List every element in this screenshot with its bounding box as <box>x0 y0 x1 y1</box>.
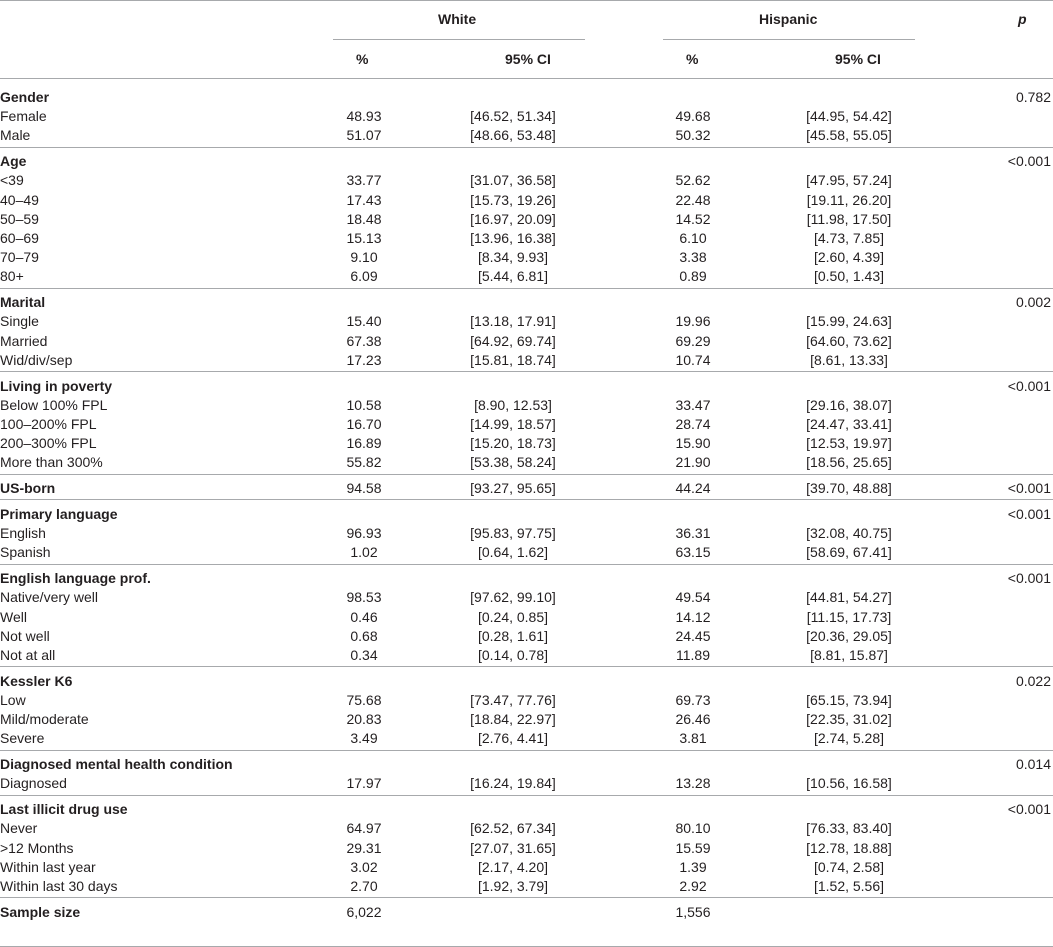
row-label: More than 300% <box>0 454 103 471</box>
section-title: Diagnosed mental health condition <box>0 756 233 773</box>
hispanic-percent: 15.59 <box>675 839 711 856</box>
row-label: Below 100% FPL <box>0 396 108 413</box>
white-percent: 0.34 <box>350 647 378 663</box>
white-ci: [73.47, 77.76] <box>470 692 556 708</box>
hispanic-ci: [12.78, 18.88] <box>806 839 892 856</box>
white-percent: 16.70 <box>346 416 382 432</box>
p-value: 0.014 <box>1015 756 1051 773</box>
white-percent: 9.10 <box>350 249 378 266</box>
table-row <box>0 608 1053 627</box>
white-ci: [0.14, 0.78] <box>477 647 549 663</box>
hispanic-ci: [0.74, 2.58] <box>813 858 885 875</box>
row-label: Well <box>0 608 27 625</box>
hispanic-percent: 69.73 <box>675 692 711 708</box>
white-ci: [95.83, 97.75] <box>470 525 556 542</box>
white-percent: 3.49 <box>350 730 378 747</box>
p-value: <0.001 <box>1007 377 1051 394</box>
table-row <box>0 126 1053 145</box>
hispanic-ci: [8.81, 15.87] <box>810 647 888 663</box>
row-label: 200–300% FPL <box>0 435 97 452</box>
hispanic-percent: 11.89 <box>676 647 710 663</box>
white-percent: 33.77 <box>346 172 382 189</box>
row-label: Not well <box>0 627 50 644</box>
section-divider <box>0 666 1053 667</box>
table-row <box>0 543 1053 562</box>
hispanic-percent: 6.10 <box>679 230 707 246</box>
row-label: Native/very well <box>0 589 99 606</box>
p-value: <0.001 <box>1007 506 1051 522</box>
hispanic-ci: [76.33, 83.40] <box>806 820 892 837</box>
row-label: Female <box>0 108 47 125</box>
hispanic-percent: 2.92 <box>679 878 707 894</box>
hispanic-percent: 52.62 <box>675 172 711 189</box>
hispanic-ci: [20.36, 29.05] <box>806 627 892 644</box>
white-ci: [97.62, 99.10] <box>470 589 556 606</box>
hispanic-pct-header: % <box>686 51 699 67</box>
white-percent: 20.83 <box>346 711 382 728</box>
row-label: Single <box>0 313 39 330</box>
white-ci: [8.90, 12.53] <box>474 396 552 413</box>
white-ci: [16.97, 20.09] <box>470 210 556 227</box>
p-value: <0.001 <box>1007 153 1051 170</box>
hispanic-percent: 26.46 <box>675 711 711 728</box>
row-label: 50–59 <box>0 210 39 227</box>
table-row <box>0 171 1053 190</box>
hispanic-percent: 69.29 <box>675 332 711 349</box>
white-ci: [62.52, 67.34] <box>470 820 556 837</box>
section-title: Marital <box>0 294 46 311</box>
white-ci: [53.38, 58.24] <box>470 454 556 471</box>
white-percent: 18.48 <box>346 210 382 227</box>
hispanic-percent: 28.74 <box>675 416 711 432</box>
hispanic-percent: 63.15 <box>675 544 711 561</box>
hispanic-ci: [11.98, 17.50] <box>806 210 892 227</box>
white-ci: [0.64, 1.62] <box>477 544 549 561</box>
section-title: Last illicit drug use <box>0 801 128 818</box>
hispanic-percent: 80.10 <box>675 820 711 837</box>
hispanic-percent: 15.90 <box>675 435 711 452</box>
hispanic-ci: [44.81, 54.27] <box>806 589 892 606</box>
white-ci: [18.84, 22.97] <box>470 711 556 728</box>
table-row <box>0 434 1053 453</box>
hispanic-percent: 33.47 <box>675 396 711 413</box>
section-header-row <box>0 903 1053 922</box>
hispanic-ci: [10.56, 16.58] <box>806 775 892 792</box>
white-ci: [2.17, 4.20] <box>477 858 549 875</box>
hispanic-ci: [0.50, 1.43] <box>813 268 885 285</box>
table-row <box>0 210 1053 229</box>
white-percent: 0.68 <box>350 627 378 644</box>
p-value: <0.001 <box>1007 570 1051 587</box>
hispanic-ci: [2.74, 5.28] <box>813 730 885 747</box>
white-ci: [31.07, 36.58] <box>470 172 556 189</box>
white-ci: [48.66, 53.48] <box>470 127 556 144</box>
row-label: Spanish <box>0 544 51 561</box>
section-header-row <box>0 505 1053 524</box>
hispanic-percent: 19.96 <box>675 313 711 330</box>
section-divider <box>0 795 1053 796</box>
white-percent: 17.43 <box>346 191 382 208</box>
hispanic-ci: [2.60, 4.39] <box>813 249 885 266</box>
hispanic-ci: [24.47, 33.41] <box>806 416 892 432</box>
hispanic-ci: [39.70, 48.88] <box>806 480 892 497</box>
hispanic-percent: 0.89 <box>679 268 707 285</box>
row-label: <39 <box>0 172 24 189</box>
hispanic-ci: [29.16, 38.07] <box>806 396 892 413</box>
white-percent: 6.09 <box>350 268 378 285</box>
white-ci: [0.28, 1.61] <box>477 627 549 644</box>
hispanic-ci: [44.95, 54.42] <box>806 108 892 125</box>
p-header: p <box>1018 11 1027 27</box>
row-label: >12 Months <box>0 839 74 856</box>
section-divider <box>0 371 1053 372</box>
white-percent: 94.58 <box>346 480 382 497</box>
hispanic-header: Hispanic <box>759 11 818 27</box>
table-row <box>0 710 1053 729</box>
white-ci: [93.27, 95.65] <box>470 480 556 497</box>
section-divider <box>0 474 1053 475</box>
white-ci: [8.34, 9.93] <box>477 249 549 266</box>
white-ci: [13.96, 16.38] <box>470 230 556 246</box>
white-ci: [15.81, 18.74] <box>470 351 556 368</box>
white-ci: [0.24, 0.85] <box>477 608 549 625</box>
row-label: 70–79 <box>0 249 39 266</box>
row-label: Never <box>0 820 38 837</box>
section-header-row <box>0 377 1053 396</box>
white-percent: 75.68 <box>346 692 382 708</box>
white-percent: 6,022 <box>346 903 382 920</box>
hispanic-ci: [47.95, 57.24] <box>806 172 892 189</box>
section-divider <box>0 147 1053 148</box>
white-ci: [2.76, 4.41] <box>477 730 549 747</box>
hispanic-ci: [65.15, 73.94] <box>806 692 892 708</box>
hispanic-ci: [1.52, 5.56] <box>813 878 885 894</box>
section-header-row <box>0 569 1053 588</box>
white-percent: 51.07 <box>346 127 382 144</box>
hispanic-percent: 49.54 <box>675 589 711 606</box>
white-subrule <box>333 39 585 40</box>
table-row <box>0 646 1053 665</box>
table-row <box>0 267 1053 286</box>
row-label: Within last year <box>0 858 96 875</box>
table-row <box>0 312 1053 331</box>
hispanic-percent: 1.39 <box>679 858 707 875</box>
white-percent: 67.38 <box>346 332 382 349</box>
table-row <box>0 627 1053 646</box>
section-header-row <box>0 293 1053 312</box>
white-ci: [14.99, 18.57] <box>470 416 556 432</box>
white-pct-header: % <box>356 51 369 67</box>
hispanic-percent: 50.32 <box>675 127 711 144</box>
white-ci: [27.07, 31.65] <box>470 839 556 856</box>
white-percent: 98.53 <box>346 589 382 606</box>
section-title: Kessler K6 <box>0 672 73 689</box>
table-row <box>0 524 1053 543</box>
table-row <box>0 839 1053 858</box>
white-header: White <box>438 11 477 27</box>
p-value: 0.002 <box>1015 294 1051 311</box>
white-ci: [1.92, 3.79] <box>477 878 549 894</box>
row-label: Not at all <box>0 647 56 663</box>
table-row <box>0 396 1053 415</box>
white-percent: 48.93 <box>346 108 382 125</box>
section-header-row <box>0 800 1053 819</box>
table-row <box>0 819 1053 838</box>
row-label: 100–200% FPL <box>0 416 97 432</box>
row-label: Severe <box>0 730 45 747</box>
row-label: 80+ <box>0 268 24 285</box>
hispanic-ci: [4.73, 7.85] <box>813 230 885 246</box>
white-percent: 0.46 <box>350 608 378 625</box>
table-row <box>0 229 1053 248</box>
hispanic-ci: [19.11, 26.20] <box>806 191 892 208</box>
section-title: US-born <box>0 480 56 497</box>
table-row <box>0 191 1053 210</box>
table-row <box>0 351 1053 370</box>
section-divider <box>0 564 1053 565</box>
hispanic-percent: 14.52 <box>675 210 711 227</box>
white-ci: [16.24, 19.84] <box>470 775 556 792</box>
row-label: Wid/div/sep <box>0 351 73 368</box>
hispanic-ci: [11.15, 17.73] <box>806 608 892 625</box>
table-row <box>0 248 1053 267</box>
hispanic-subrule <box>663 39 915 40</box>
row-label: Married <box>0 332 48 349</box>
section-header-row <box>0 152 1053 171</box>
hispanic-percent: 21.90 <box>675 454 711 471</box>
white-ci-header: 95% CI <box>505 51 551 67</box>
white-percent: 55.82 <box>346 454 382 471</box>
white-percent: 15.13 <box>346 230 382 246</box>
hispanic-percent: 14.12 <box>675 608 711 625</box>
hispanic-ci: [18.56, 25.65] <box>806 454 892 471</box>
row-label: Male <box>0 127 31 144</box>
header-bottom-rule <box>0 78 1053 79</box>
section-title: English language prof. <box>0 570 151 587</box>
row-label: Low <box>0 692 26 708</box>
section-title: Living in poverty <box>0 377 113 394</box>
row-label: 60–69 <box>0 230 39 246</box>
table-row <box>0 691 1053 710</box>
section-title: Primary language <box>0 506 118 522</box>
hispanic-ci: [15.99, 24.63] <box>806 313 892 330</box>
section-title: Sample size <box>0 903 81 920</box>
section-header-row <box>0 88 1053 107</box>
top-rule <box>0 0 1053 1</box>
white-percent: 29.31 <box>346 839 382 856</box>
hispanic-ci: [22.35, 31.02] <box>806 711 892 728</box>
hispanic-percent: 3.81 <box>679 730 707 747</box>
white-percent: 17.97 <box>346 775 382 792</box>
section-divider <box>0 288 1053 289</box>
white-ci: [15.20, 18.73] <box>470 435 556 452</box>
white-percent: 1.02 <box>350 544 378 561</box>
table-row <box>0 107 1053 126</box>
section-header-row <box>0 755 1053 774</box>
hispanic-percent: 13.28 <box>675 775 711 792</box>
white-percent: 16.89 <box>346 435 382 452</box>
hispanic-percent: 3.38 <box>679 249 707 266</box>
white-ci: [13.18, 17.91] <box>470 313 556 330</box>
hispanic-percent: 24.45 <box>675 627 711 644</box>
table-row <box>0 877 1053 896</box>
white-percent: 2.70 <box>350 878 378 894</box>
section-header-row <box>0 479 1053 498</box>
row-label: English <box>0 525 46 542</box>
row-label: 40–49 <box>0 191 39 208</box>
hispanic-percent: 10.74 <box>675 351 711 368</box>
section-title: Gender <box>0 89 50 105</box>
hispanic-percent: 1,556 <box>675 903 711 920</box>
section-header-row <box>0 672 1053 691</box>
white-percent: 96.93 <box>346 525 382 542</box>
white-percent: 64.97 <box>346 820 382 837</box>
white-percent: 17.23 <box>346 351 382 368</box>
hispanic-percent: 49.68 <box>675 108 711 125</box>
p-value: <0.001 <box>1007 801 1051 818</box>
hispanic-ci-header: 95% CI <box>835 51 881 67</box>
section-divider <box>0 499 1053 500</box>
hispanic-ci: [58.69, 67.41] <box>806 544 892 561</box>
p-value: <0.001 <box>1007 480 1051 497</box>
white-percent: 15.40 <box>346 313 382 330</box>
white-ci: [46.52, 51.34] <box>470 108 556 125</box>
row-label: Mild/moderate <box>0 711 89 728</box>
hispanic-percent: 44.24 <box>675 480 711 497</box>
row-label: Diagnosed <box>0 775 67 792</box>
hispanic-ci: [45.58, 55.05] <box>806 127 892 144</box>
table-row <box>0 729 1053 748</box>
section-title: Age <box>0 153 27 170</box>
p-value: 0.782 <box>1015 89 1051 105</box>
table-row <box>0 858 1053 877</box>
white-ci: [64.92, 69.74] <box>470 332 556 349</box>
table-row <box>0 415 1053 434</box>
table-row <box>0 332 1053 351</box>
white-percent: 10.58 <box>346 396 382 413</box>
table-row <box>0 453 1053 472</box>
hispanic-ci: [8.61, 13.33] <box>810 351 888 368</box>
row-label: Within last 30 days <box>0 878 118 894</box>
white-percent: 3.02 <box>350 858 378 875</box>
section-divider <box>0 897 1053 898</box>
hispanic-ci: [64.60, 73.62] <box>806 332 892 349</box>
hispanic-ci: [12.53, 19.97] <box>806 435 892 452</box>
hispanic-ci: [32.08, 40.75] <box>806 525 892 542</box>
table-row <box>0 774 1053 793</box>
white-ci: [15.73, 19.26] <box>470 191 556 208</box>
hispanic-percent: 36.31 <box>675 525 711 542</box>
table-row <box>0 588 1053 607</box>
section-divider <box>0 750 1053 751</box>
hispanic-percent: 22.48 <box>675 191 711 208</box>
p-value: 0.022 <box>1015 672 1051 689</box>
white-ci: [5.44, 6.81] <box>477 268 549 285</box>
